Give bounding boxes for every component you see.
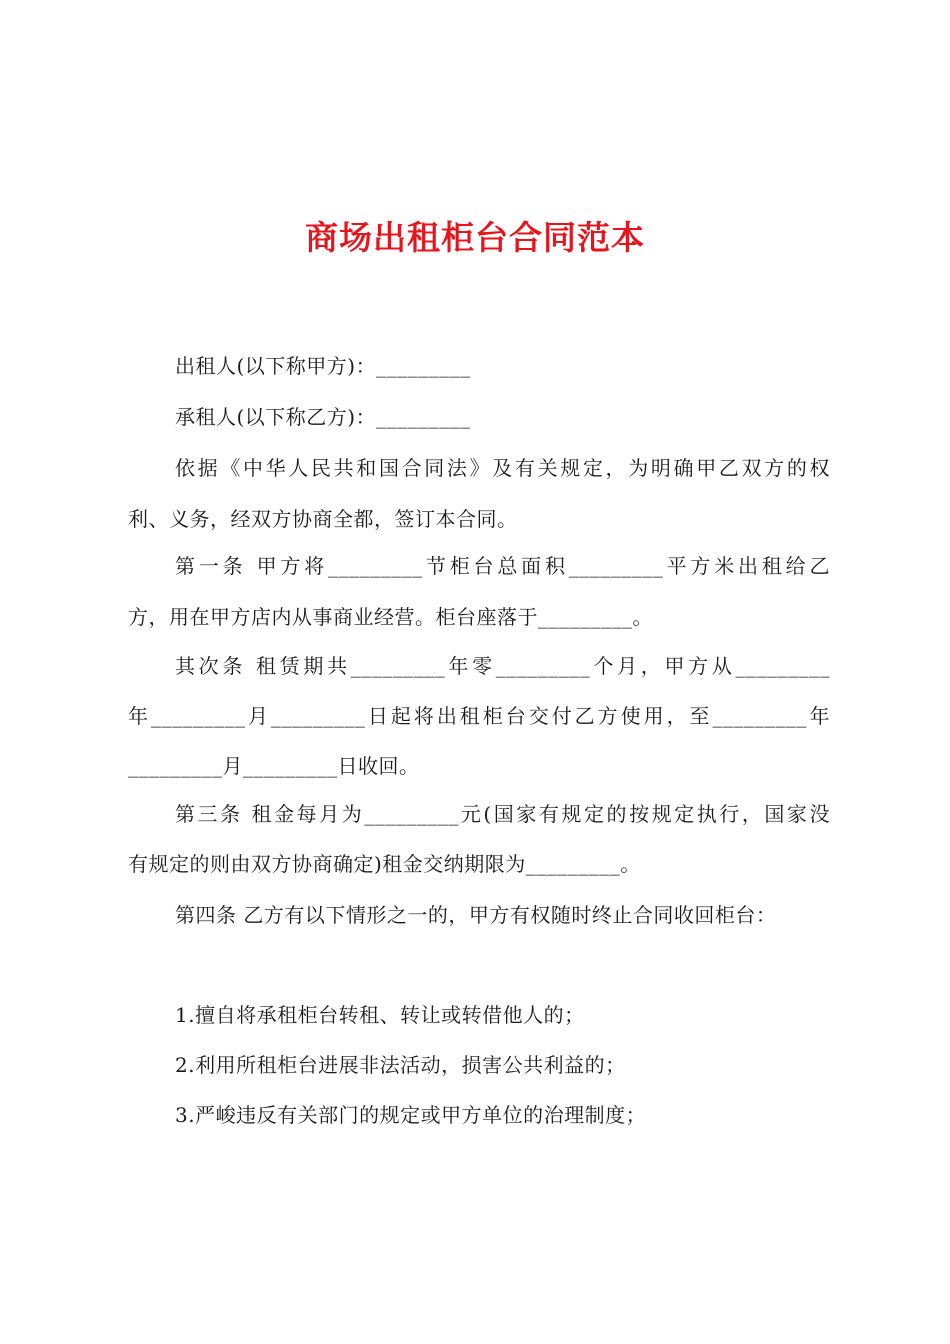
article-3-line-1: 第三条 租金每月为_________元(国家有规定的按规定执行，国家没 xyxy=(175,802,830,826)
lessee-line: 承租人(以下称乙方)：_________ xyxy=(175,405,471,429)
preamble-line-2: 利、义务，经双方协商全都，签订本合同。 xyxy=(128,507,518,531)
document-title: 商场出租柜台合同范本 xyxy=(305,218,645,257)
article-2-line-1: 其次条 租赁期共_________年零_________个月，甲方从_________ xyxy=(175,654,830,678)
lessor-line: 出租人(以下称甲方)：_________ xyxy=(175,354,471,378)
article-2-line-3: _________月_________日收回。 xyxy=(128,754,420,778)
article-1-line-1: 第一条 甲方将_________节柜台总面积_________平方米出租给乙 xyxy=(175,554,830,578)
list-item-1: 1.擅自将承租柜台转租、转让或转借他人的； xyxy=(175,1003,585,1027)
article-3-line-2: 有规定的则由双方协商确定)租金交纳期限为_________。 xyxy=(128,852,641,876)
list-item-3: 3.严峻违反有关部门的规定或甲方单位的治理制度； xyxy=(175,1103,647,1127)
list-item-2: 2.利用所租柜台进展非法活动，损害公共利益的； xyxy=(175,1053,626,1077)
article-2-line-2: 年_________月_________日起将出租柜台交付乙方使用，至_________年 xyxy=(128,704,830,728)
article-4-line-1: 第四条 乙方有以下情形之一的，甲方有权随时终止合同收回柜台： xyxy=(175,903,777,927)
article-1-line-2: 方，用在甲方店内从事商业经营。柜台座落于_________。 xyxy=(128,605,653,629)
preamble-line-1: 依据《中华人民共和国合同法》及有关规定，为明确甲乙双方的权 xyxy=(175,456,830,480)
